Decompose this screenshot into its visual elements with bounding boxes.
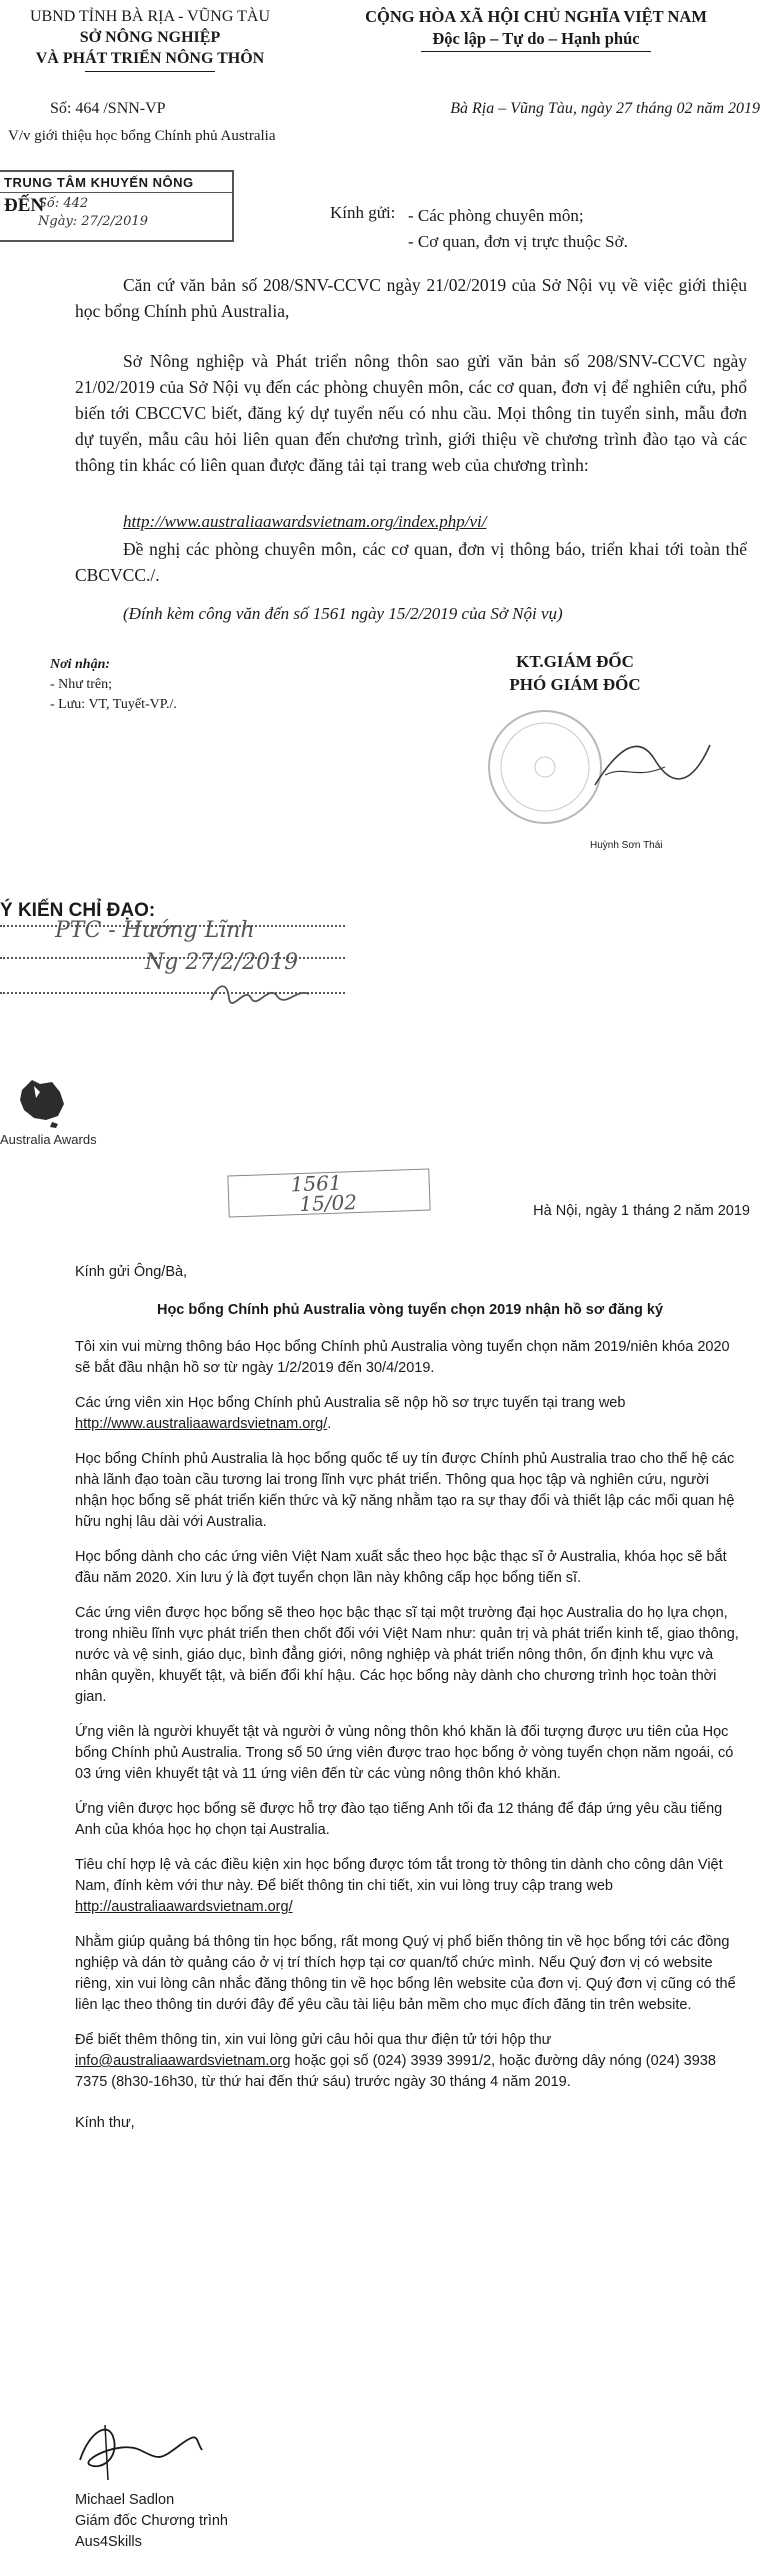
attachment-note: (Đính kèm công văn đến số 1561 ngày 15/2/2019 của Sở Nội vụ) [123, 604, 563, 623]
agency-line-2: SỞ NÔNG NGHIỆP [79, 29, 221, 46]
body-p8 [75, 1855, 745, 1918]
closing: Kính thư, [75, 2115, 135, 2131]
agency-header [0, 6, 300, 72]
signature-title [420, 650, 730, 696]
stamp-number: Số: 442 [38, 196, 89, 211]
logo-text: Australia Awards [0, 1132, 97, 1147]
directive-handwriting-2: Ng 27/2/2019 [145, 950, 299, 975]
received-stamp [227, 1168, 430, 1217]
director-signature [70, 2410, 210, 2490]
receiver-2: - Lưu: VT, Tuyết-VP./. [50, 697, 177, 712]
doc-number: Số: 464 /SNN-VP [50, 100, 166, 117]
recipient-1: - Các phòng chuyên môn; [408, 206, 584, 225]
body-p8-link[interactable]: http://australiaawardsvietnam.org/ [75, 1899, 293, 1915]
recipient-label: Kính gửi: [330, 203, 396, 222]
greeting: Kính gửi Ông/Bà, [75, 1264, 188, 1280]
stamp-date: Ngày: 27/2/2019 [38, 214, 148, 229]
contact-email-link[interactable]: info@australiaawardsvietnam.org [75, 2053, 291, 2069]
body-p5: Các ứng viên được học bổng sẽ theo học bậc thạc sĩ tại một trường đại học Australia do họ lựa chọn, trong nhiều lĩnh vực phát triển then chốt đối với Việt Nam như: quản trị và phát triển kinh tế, giao thông, nước và vệ sinh, giáo dục, bình đẳng giới, nông nghiệp và phát triển nông thôn, ổn định khu vực và nhân quyền, khuyết tật, và biến đổi khí hậu. Các học bổng này dành cho chương trình học toàn thời gian. [75, 1605, 739, 1705]
signer-name: Huỳnh Sơn Thái [590, 840, 663, 851]
directive-handwriting-1: PTC - Hướng Lĩnh [55, 918, 255, 943]
received-stamp-date: 15/02 [298, 1190, 358, 1217]
letter-body [75, 1262, 745, 2134]
stamp-arrive-label: ĐẾN [4, 195, 45, 216]
body-p2: Các ứng viên xin Học bổng Chính phủ Australia sẽ nộp hồ sơ trực tuyến tại trang web http://www.australiaawardsvietnam.org/. [75, 1395, 626, 1432]
receivers-block [50, 655, 177, 715]
signatory-block [75, 2490, 228, 2553]
official-seal-and-signature [435, 705, 735, 845]
program-link[interactable]: http://www.australiaawardsvietnam.org/index.php/vi/ [123, 512, 487, 531]
received-stamp-number: 1561 [290, 1170, 342, 1197]
directive-label: Ý KIẾN CHỈ ĐẠO: [0, 900, 156, 921]
agency-line-3: VÀ PHÁT TRIỂN NÔNG THÔN [35, 50, 265, 67]
nation-header [300, 6, 772, 52]
body-p2-text: Các ứng viên xin Học bổng Chính phủ Australia sẽ nộp hồ sơ trực tuyến tại trang web [75, 1395, 626, 1411]
nation-underline [421, 51, 651, 52]
recipient-list [408, 203, 628, 255]
letter-title: Học bổng Chính phủ Australia vòng tuyển chọn 2019 nhận hồ sơ đăng ký [156, 1302, 664, 1318]
paragraph-3: Đề nghị các phòng chuyên môn, các cơ quan, đơn vị thông báo, triển khai tới toàn thể CBCVCC./. [75, 539, 747, 585]
signatory-org: Aus4Skills [75, 2534, 142, 2550]
body-p6: Ứng viên là người khuyết tật và người ở vùng nông thôn khó khăn là đối tượng được ưu tiên của Học bổng Chính phủ Australia. Trong số 50 ứng viên được trao học bổng ở vòng tuyển chọn năm ngoái, có 03 ứng viên khuyết tật và 11 ứng viên đến từ các vùng nông thôn khó khăn. [75, 1724, 734, 1782]
australia-awards-logo [12, 1070, 72, 1130]
body-p9: Nhằm giúp quảng bá thông tin học bổng, rất mong Quý vị phổ biến thông tin về học bổng tới các đồng nghiệp và dán tờ quảng cáo ở vị trí thích hợp tại cơ quan/tổ chức mình. Nếu Quý đơn vị có website riêng, xin vui lòng cân nhắc đăng thông tin về học bổng lên website của đơn vị. Quý đơn vị cũng có thể liên lạc theo thông tin dưới đây để yêu cầu tài liệu bản mềm cho mục đích đăng tin trên website. [75, 1934, 736, 2013]
body-p10-text-a: Để biết thêm thông tin, xin vui lòng gửi câu hỏi qua thư điện tử tới hộp thư [75, 2032, 552, 2048]
signatory-name: Michael Sadlon [75, 2492, 175, 2508]
incoming-stamp [0, 170, 234, 242]
paragraph-2: Sở Nông nghiệp và Phát triển nông thôn sao gửi văn bản số 208/SNV-CCVC ngày 21/02/2019 của Sở Nội vụ đến các phòng chuyên môn, các cơ quan, đơn vị để nghiên cứu, phổ biến tới CBCCVC biết, đăng ký dự tuyển nếu có nhu cầu. Mọi thông tin tuyển sinh, mẫu đơn dự tuyển, mẫu câu hỏi liên quan đến chương trình, giới thiệu về chương trình đào tạo và các thông tin khác có liên quan được đăng tải tại trang web của chương trình: [75, 351, 747, 475]
body-p10 [75, 2030, 745, 2093]
body-p1: Tôi xin vui mừng thông báo Học bổng Chính phủ Australia vòng tuyển chọn năm 2019/niên khóa 2020 sẽ bắt đầu nhận hồ sơ từ ngày 1/2/2019 đến 30/4/2019. [75, 1339, 730, 1376]
agency-line-1: UBND TỈNH BÀ RỊA - VŨNG TÀU [29, 8, 270, 25]
agency-underline [85, 71, 215, 72]
sign-title-1: KT.GIÁM ĐỐC [516, 652, 634, 671]
signatory-role: Giám đốc Chương trình [75, 2513, 229, 2529]
receiver-1: - Như trên; [50, 677, 113, 692]
body-p8-text: Tiêu chí hợp lệ và các điều kiện xin học bổng được tóm tắt trong tờ thông tin dành cho công dân Việt Nam, đính kèm với thư này. Để biết thông tin chi tiết, xin vui lòng truy cập trang web [75, 1857, 723, 1894]
body-p10-text-b: hoặc gọi số (024) 3939 3991/2, hoặc đường dây nóng (024) 3938 7375 (8h30-16h30, từ thứ hai đến thứ sáu) trước ngày 30 tháng 4 năm 2019. [75, 2053, 716, 2090]
letter-date: Hà Nội, ngày 1 tháng 2 năm 2019 [533, 1203, 750, 1219]
nation-line-1: CỘNG HÒA XÃ HỘI CHỦ NGHĨA VIỆT NAM [365, 7, 707, 26]
body-p7: Ứng viên được học bổng sẽ được hỗ trợ đào tạo tiếng Anh tối đa 12 tháng để đáp ứng yêu cầu tiếng Anh của khóa học họ chọn tại Australia. [75, 1801, 723, 1838]
nation-line-2: Độc lập – Tự do – Hạnh phúc [432, 29, 640, 48]
recipient-2: - Cơ quan, đơn vị trực thuộc Sở. [408, 232, 628, 251]
subject-line: V/v giới thiệu học bổng Chính phủ Australia [8, 128, 276, 144]
body-p3: Học bổng Chính phủ Australia là học bổng quốc tế uy tín được Chính phủ Australia trao cho thế hệ các nhà lãnh đạo toàn cầu tương lai trong lĩnh vực phát triển. Thông qua học tập và nghiên cứu, người nhận học bổng sẽ phát triển kiến thức và kỹ năng nhằm tạo ra sự thay đổi và thiết lập các mối quan hệ hữu nghị lâu dài với Australia. [75, 1451, 735, 1530]
receivers-label: Nơi nhận: [50, 657, 111, 672]
place-date: Bà Rịa – Vũng Tàu, ngày 27 tháng 02 năm 2019 [450, 100, 760, 117]
directive-signature-scribble [205, 978, 315, 1008]
body-p4: Học bổng dành cho các ứng viên Việt Nam xuất sắc theo học bậc thạc sĩ ở Australia, khóa học sẽ bắt đầu năm 2020. Xin lưu ý là đợt tuyển chọn lần này không cấp học bổng tiến sĩ. [75, 1549, 727, 1586]
paragraph-1: Căn cứ văn bản số 208/SNV-CCVC ngày 21/02/2019 của Sở Nội vụ về việc giới thiệu học bổng Chính phủ Australia, [75, 275, 747, 321]
sign-title-2: PHÓ GIÁM ĐỐC [509, 675, 641, 694]
body-p2-link[interactable]: http://www.australiaawardsvietnam.org/ [75, 1416, 328, 1432]
stamp-header: TRUNG TÂM KHUYẾN NÔNG [0, 172, 232, 193]
